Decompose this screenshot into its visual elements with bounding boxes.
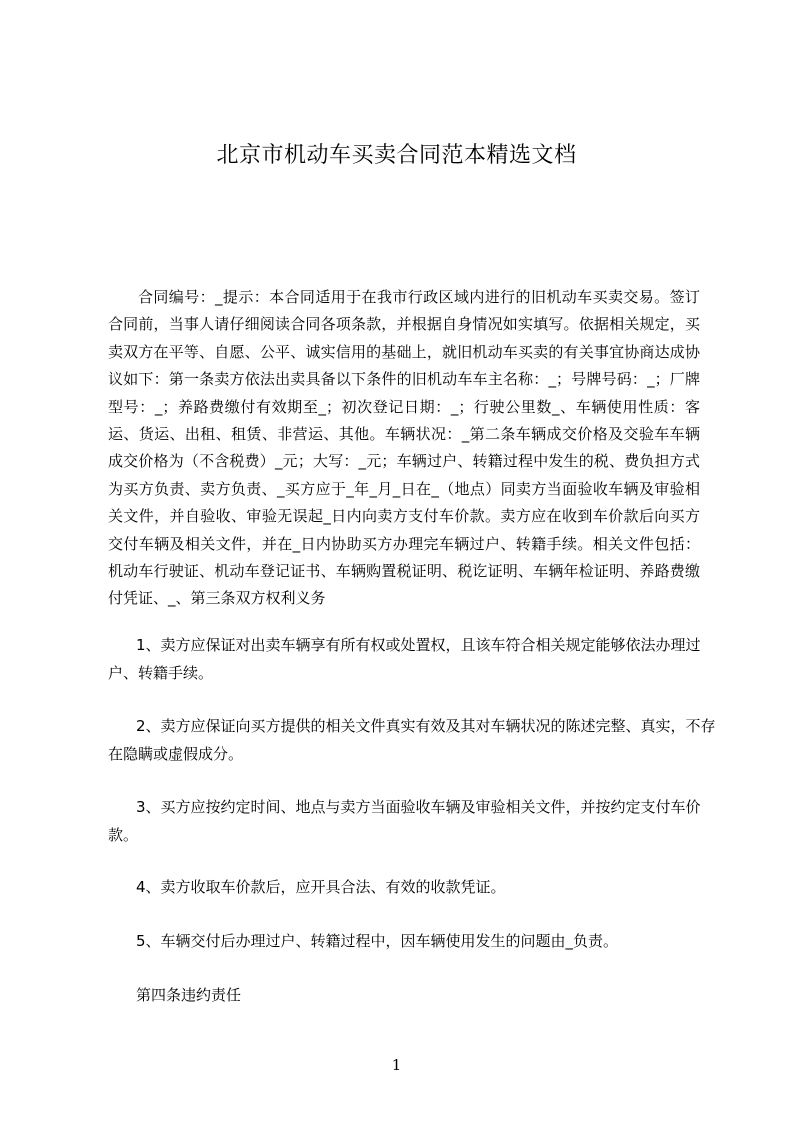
intro-paragraph: 合同编号：_提示：本合同适用于在我市行政区域内进行的旧机动车买卖交易。签订合同前，当事人请仔细阅读合同各项条款，并根据自身情况如实填写。依据相关规定，买卖双方在平等、自愿、公平、诚实信用的基础上，就旧机动车买卖的有关事宜协商达成协议如下：第一条卖方依法出卖具备以下条件的旧机动车车主名称：_；号牌号码：_；厂牌型号：_；养路费缴付有效期至_；初次登记日期：_；行驶公里数_、车辆使用性质：客运、货运、出租、租赁、非营运、其他。车辆状况：_第二条车辆成交价格及交验车车辆成交价格为（不含税费）_元；大写：_元；车辆过户、转籍过程中发生的税、费负担方式为买方负责、卖方负责、_买方应于_年_月_日在_（地点）同卖方当面验收车辆及审验相关文件，并自验收、审验无误起_日内向卖方支付车价款。卖方应在收到车价款后向买方交付车辆及相关文件，并在_日内协助买方办理完车辆过户、转籍手续。相关文件包括：机动车行驶证、机动车登记证书、车辆购置税证明、税讫证明、车辆年检证明、养路费缴付凭证、_、第三条双方权利义务	[108, 288, 700, 608]
page-title: 北京市机动车买卖合同范本精选文档	[216, 143, 577, 168]
page-number: 1	[391, 1056, 402, 1074]
clause-2: 2、卖方应保证向买方提供的相关文件真实有效及其对车辆状况的陈述完整、真实，不存在隐瞒或虚假成分。	[108, 717, 716, 763]
clause-5: 5、车辆交付后办理过户、转籍过程中，因车辆使用发生的问题由_负责。	[136, 932, 619, 950]
section-heading: 第四条违约责任	[136, 986, 242, 1004]
clause-1: 1、卖方应保证对出卖车辆享有所有权或处置权，且该车符合相关规定能够依法办理过户、转籍手续。	[108, 636, 701, 682]
clause-3: 3、买方应按约定时间、地点与卖方当面验收车辆及审验相关文件，并按约定支付车价款。	[108, 798, 701, 844]
clause-4: 4、卖方收取车价款后，应开具合法、有效的收款凭证。	[136, 878, 506, 896]
